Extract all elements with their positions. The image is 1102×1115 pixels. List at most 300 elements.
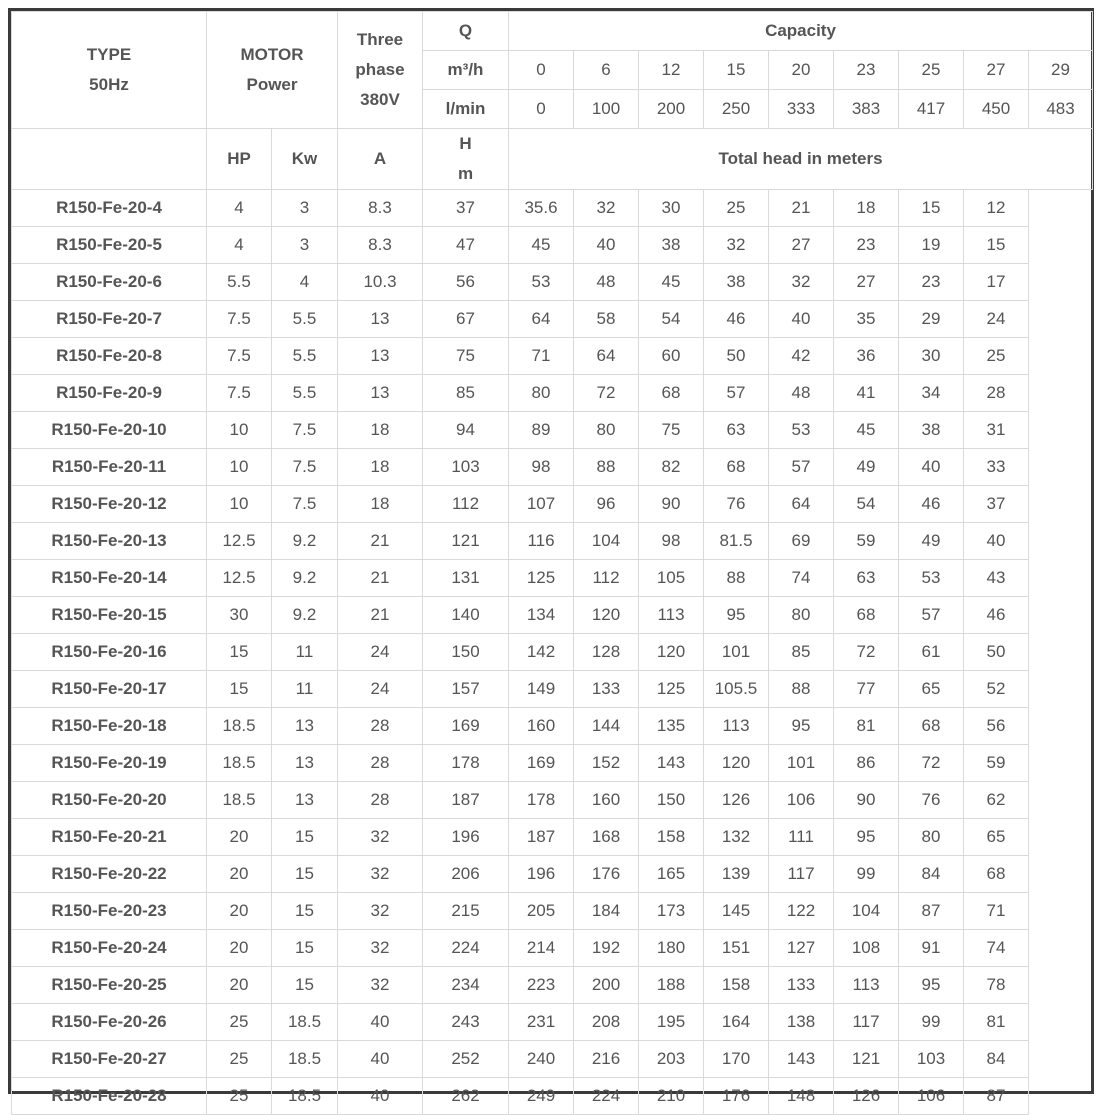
head-value-cell: 88 (769, 671, 834, 708)
kw-cell: 7.5 (272, 412, 338, 449)
head-value-cell: 152 (574, 745, 639, 782)
head-value-cell: 173 (639, 893, 704, 930)
hp-cell: 18.5 (207, 708, 272, 745)
head-value-cell: 96 (574, 486, 639, 523)
head-value-cell: 143 (639, 745, 704, 782)
kw-cell: 5.5 (272, 338, 338, 375)
head-value-cell: 120 (574, 597, 639, 634)
hp-cell: 10 (207, 412, 272, 449)
head-value-cell: 105 (639, 560, 704, 597)
capacity-m3h-cell: 20 (769, 51, 834, 90)
amp-cell: 18 (338, 412, 423, 449)
head-value-cell: 196 (423, 819, 509, 856)
hp-cell: 20 (207, 819, 272, 856)
head-value-cell: 116 (509, 523, 574, 560)
head-value-cell: 95 (704, 597, 769, 634)
kw-cell: 18.5 (272, 1004, 338, 1041)
head-value-cell: 176 (574, 856, 639, 893)
model-cell: R150-Fe-20-17 (12, 671, 207, 708)
total-head-header: Total head in meters (509, 129, 1093, 190)
head-value-cell: 87 (899, 893, 964, 930)
amp-cell: 21 (338, 523, 423, 560)
head-value-cell: 133 (574, 671, 639, 708)
head-value-cell: 120 (704, 745, 769, 782)
amp-cell: 24 (338, 671, 423, 708)
kw-cell: 13 (272, 708, 338, 745)
head-value-cell: 86 (834, 745, 899, 782)
head-value-cell: 50 (704, 338, 769, 375)
spec-table-frame (8, 8, 1094, 1105)
table-row (12, 745, 1093, 782)
head-value-cell: 59 (834, 523, 899, 560)
table-row (12, 523, 1093, 560)
head-value-cell: 64 (509, 301, 574, 338)
model-cell: R150-Fe-20-12 (12, 486, 207, 523)
head-value-cell: 49 (899, 523, 964, 560)
amp-cell: 32 (338, 967, 423, 1004)
head-value-cell: 206 (423, 856, 509, 893)
table-row (12, 227, 1093, 264)
table-row (12, 375, 1093, 412)
head-value-cell: 240 (509, 1041, 574, 1078)
amp-cell: 24 (338, 634, 423, 671)
head-value-cell: 69 (769, 523, 834, 560)
head-value-cell: 90 (639, 486, 704, 523)
capacity-m3h-cell: 15 (704, 51, 769, 90)
amp-cell: 28 (338, 708, 423, 745)
model-cell: R150-Fe-20-19 (12, 745, 207, 782)
table-header (12, 12, 1093, 190)
hp-cell: 10 (207, 486, 272, 523)
head-value-cell: 68 (964, 856, 1029, 893)
hp-cell: 15 (207, 671, 272, 708)
capacity-lmin-cell: 450 (964, 90, 1029, 129)
head-value-cell: 68 (899, 708, 964, 745)
kw-cell: 5.5 (272, 375, 338, 412)
head-value-cell: 176 (704, 1078, 769, 1115)
head-value-cell: 223 (509, 967, 574, 1004)
head-value-cell: 34 (899, 375, 964, 412)
head-value-cell: 37 (423, 190, 509, 227)
model-cell: R150-Fe-20-20 (12, 782, 207, 819)
head-value-cell: 98 (639, 523, 704, 560)
head-value-cell: 196 (509, 856, 574, 893)
table-row (12, 597, 1093, 634)
head-value-cell: 72 (899, 745, 964, 782)
capacity-m3h-cell: 6 (574, 51, 639, 90)
voltage-label: 380V (360, 90, 400, 109)
capacity-lmin-cell: 200 (639, 90, 704, 129)
head-value-cell: 40 (769, 301, 834, 338)
head-value-cell: 126 (704, 782, 769, 819)
hp-cell: 7.5 (207, 301, 272, 338)
head-value-cell: 56 (423, 264, 509, 301)
table-row (12, 412, 1093, 449)
amp-cell: 13 (338, 338, 423, 375)
capacity-lmin-cell: 383 (834, 90, 899, 129)
amp-cell: 18 (338, 486, 423, 523)
head-value-cell: 65 (964, 819, 1029, 856)
head-value-cell: 151 (704, 930, 769, 967)
hp-cell: 4 (207, 227, 272, 264)
head-value-cell: 78 (964, 967, 1029, 1004)
head-value-cell: 32 (574, 190, 639, 227)
model-cell: R150-Fe-20-21 (12, 819, 207, 856)
head-value-cell: 61 (899, 634, 964, 671)
head-value-cell: 169 (509, 745, 574, 782)
head-value-cell: 43 (964, 560, 1029, 597)
head-value-cell: 90 (834, 782, 899, 819)
head-value-cell: 170 (704, 1041, 769, 1078)
head-value-cell: 203 (639, 1041, 704, 1078)
table-row (12, 1004, 1093, 1041)
head-value-cell: 95 (769, 708, 834, 745)
model-cell: R150-Fe-20-25 (12, 967, 207, 1004)
head-value-cell: 56 (964, 708, 1029, 745)
head-value-cell: 165 (639, 856, 704, 893)
head-value-cell: 85 (423, 375, 509, 412)
head-value-cell: 160 (509, 708, 574, 745)
table-row (12, 301, 1093, 338)
head-symbol: H (459, 134, 472, 153)
model-cell: R150-Fe-20-9 (12, 375, 207, 412)
model-cell: R150-Fe-20-14 (12, 560, 207, 597)
capacity-lmin-cell: 333 (769, 90, 834, 129)
amp-cell: 40 (338, 1078, 423, 1115)
head-value-cell: 134 (509, 597, 574, 634)
hp-cell: 18.5 (207, 745, 272, 782)
table-row (12, 819, 1093, 856)
head-value-cell: 30 (639, 190, 704, 227)
kw-cell: 9.2 (272, 597, 338, 634)
amp-cell: 13 (338, 301, 423, 338)
head-value-cell: 30 (899, 338, 964, 375)
head-value-cell: 95 (834, 819, 899, 856)
head-value-cell: 37 (964, 486, 1029, 523)
hp-cell: 10 (207, 449, 272, 486)
kw-cell: 11 (272, 634, 338, 671)
head-value-cell: 80 (509, 375, 574, 412)
head-value-cell: 135 (639, 708, 704, 745)
model-cell: R150-Fe-20-23 (12, 893, 207, 930)
head-value-cell: 12 (964, 190, 1029, 227)
head-value-cell: 113 (704, 708, 769, 745)
head-value-cell: 117 (769, 856, 834, 893)
head-unit-cell (423, 129, 509, 190)
head-value-cell: 72 (834, 634, 899, 671)
m3h-unit-label: m³/h (423, 51, 509, 90)
hp-cell: 5.5 (207, 264, 272, 301)
head-value-cell: 99 (834, 856, 899, 893)
pump-performance-table (11, 11, 1093, 1115)
head-value-cell: 24 (964, 301, 1029, 338)
motor-power-header (207, 12, 338, 129)
head-value-cell: 98 (509, 449, 574, 486)
head-value-cell: 77 (834, 671, 899, 708)
hp-cell: 7.5 (207, 338, 272, 375)
head-value-cell: 80 (899, 819, 964, 856)
kw-cell: 15 (272, 819, 338, 856)
kw-header: Kw (272, 129, 338, 190)
kw-cell: 13 (272, 745, 338, 782)
head-value-cell: 210 (639, 1078, 704, 1115)
head-value-cell: 72 (574, 375, 639, 412)
head-value-cell: 214 (509, 930, 574, 967)
head-value-cell: 84 (964, 1041, 1029, 1078)
head-value-cell: 103 (423, 449, 509, 486)
table-row (12, 708, 1093, 745)
head-value-cell: 81.5 (704, 523, 769, 560)
three-phase-header (338, 12, 423, 129)
head-value-cell: 50 (964, 634, 1029, 671)
head-value-cell: 25 (964, 338, 1029, 375)
kw-cell: 5.5 (272, 301, 338, 338)
head-value-cell: 117 (834, 1004, 899, 1041)
head-value-cell: 126 (834, 1078, 899, 1115)
head-value-cell: 262 (423, 1078, 509, 1115)
model-cell: R150-Fe-20-4 (12, 190, 207, 227)
table-row (12, 1078, 1093, 1115)
head-value-cell: 84 (899, 856, 964, 893)
model-cell: R150-Fe-20-16 (12, 634, 207, 671)
head-value-cell: 60 (639, 338, 704, 375)
hp-cell: 25 (207, 1041, 272, 1078)
capacity-m3h-cell: 29 (1029, 51, 1093, 90)
head-value-cell: 252 (423, 1041, 509, 1078)
meter-unit: m (457, 164, 474, 183)
head-value-cell: 133 (769, 967, 834, 1004)
head-value-cell: 36 (834, 338, 899, 375)
capacity-lmin-cell: 250 (704, 90, 769, 129)
head-value-cell: 74 (964, 930, 1029, 967)
head-value-cell: 85 (769, 634, 834, 671)
head-value-cell: 231 (509, 1004, 574, 1041)
head-value-cell: 46 (704, 301, 769, 338)
head-value-cell: 127 (769, 930, 834, 967)
head-value-cell: 121 (834, 1041, 899, 1078)
head-value-cell: 25 (704, 190, 769, 227)
head-value-cell: 52 (964, 671, 1029, 708)
amp-cell: 32 (338, 930, 423, 967)
head-value-cell: 88 (574, 449, 639, 486)
model-cell: R150-Fe-20-6 (12, 264, 207, 301)
model-cell: R150-Fe-20-7 (12, 301, 207, 338)
head-value-cell: 208 (574, 1004, 639, 1041)
type-header-blank (12, 129, 207, 190)
capacity-m3h-cell: 12 (639, 51, 704, 90)
head-value-cell: 65 (899, 671, 964, 708)
capacity-m3h-cell: 0 (509, 51, 574, 90)
head-value-cell: 82 (639, 449, 704, 486)
head-value-cell: 87 (964, 1078, 1029, 1115)
hp-cell: 20 (207, 930, 272, 967)
head-value-cell: 57 (769, 449, 834, 486)
head-value-cell: 28 (964, 375, 1029, 412)
capacity-lmin-cell: 483 (1029, 90, 1093, 129)
amp-cell: 32 (338, 819, 423, 856)
head-value-cell: 45 (639, 264, 704, 301)
head-value-cell: 40 (899, 449, 964, 486)
head-value-cell: 38 (899, 412, 964, 449)
kw-cell: 15 (272, 893, 338, 930)
head-value-cell: 42 (769, 338, 834, 375)
model-cell: R150-Fe-20-13 (12, 523, 207, 560)
head-value-cell: 168 (574, 819, 639, 856)
hp-cell: 15 (207, 634, 272, 671)
head-value-cell: 192 (574, 930, 639, 967)
three-label: Three (356, 30, 404, 49)
head-value-cell: 46 (964, 597, 1029, 634)
head-value-cell: 80 (574, 412, 639, 449)
head-value-cell: 158 (639, 819, 704, 856)
head-value-cell: 160 (574, 782, 639, 819)
head-value-cell: 144 (574, 708, 639, 745)
table-row (12, 486, 1093, 523)
table-row (12, 190, 1093, 227)
head-value-cell: 71 (964, 893, 1029, 930)
head-value-cell: 178 (509, 782, 574, 819)
head-value-cell: 21 (769, 190, 834, 227)
model-cell: R150-Fe-20-15 (12, 597, 207, 634)
head-value-cell: 91 (899, 930, 964, 967)
head-value-cell: 187 (509, 819, 574, 856)
head-value-cell: 40 (574, 227, 639, 264)
head-value-cell: 15 (964, 227, 1029, 264)
head-value-cell: 113 (834, 967, 899, 1004)
head-value-cell: 23 (834, 227, 899, 264)
hp-cell: 30 (207, 597, 272, 634)
head-value-cell: 106 (899, 1078, 964, 1115)
head-value-cell: 125 (509, 560, 574, 597)
kw-cell: 18.5 (272, 1041, 338, 1078)
head-value-cell: 164 (704, 1004, 769, 1041)
head-value-cell: 62 (964, 782, 1029, 819)
kw-cell: 13 (272, 782, 338, 819)
head-value-cell: 29 (899, 301, 964, 338)
head-value-cell: 38 (639, 227, 704, 264)
hp-cell: 4 (207, 190, 272, 227)
head-value-cell: 18 (834, 190, 899, 227)
head-value-cell: 74 (769, 560, 834, 597)
table-row (12, 782, 1093, 819)
table-row (12, 856, 1093, 893)
motor-label: MOTOR (240, 45, 304, 64)
head-value-cell: 125 (639, 671, 704, 708)
amp-cell: 28 (338, 782, 423, 819)
kw-cell: 15 (272, 930, 338, 967)
head-value-cell: 157 (423, 671, 509, 708)
head-value-cell: 169 (423, 708, 509, 745)
capacity-m3h-cell: 23 (834, 51, 899, 90)
head-value-cell: 158 (704, 967, 769, 1004)
table-row (12, 634, 1093, 671)
head-value-cell: 131 (423, 560, 509, 597)
model-cell: R150-Fe-20-11 (12, 449, 207, 486)
model-cell: R150-Fe-20-28 (12, 1078, 207, 1115)
head-value-cell: 75 (639, 412, 704, 449)
head-value-cell: 111 (769, 819, 834, 856)
capacity-header: Capacity (509, 12, 1093, 51)
kw-cell: 15 (272, 856, 338, 893)
head-value-cell: 101 (704, 634, 769, 671)
head-value-cell: 195 (639, 1004, 704, 1041)
head-value-cell: 132 (704, 819, 769, 856)
head-value-cell: 150 (423, 634, 509, 671)
capacity-m3h-cell: 25 (899, 51, 964, 90)
head-value-cell: 41 (834, 375, 899, 412)
head-value-cell: 64 (574, 338, 639, 375)
amp-cell: 8.3 (338, 190, 423, 227)
head-value-cell: 234 (423, 967, 509, 1004)
amp-cell: 8.3 (338, 227, 423, 264)
head-value-cell: 35 (834, 301, 899, 338)
head-value-cell: 142 (509, 634, 574, 671)
amp-cell: 28 (338, 745, 423, 782)
head-value-cell: 95 (899, 967, 964, 1004)
head-value-cell: 249 (509, 1078, 574, 1115)
head-value-cell: 49 (834, 449, 899, 486)
head-value-cell: 200 (574, 967, 639, 1004)
amp-cell: 40 (338, 1041, 423, 1078)
kw-cell: 9.2 (272, 523, 338, 560)
head-value-cell: 215 (423, 893, 509, 930)
head-value-cell: 243 (423, 1004, 509, 1041)
head-value-cell: 112 (574, 560, 639, 597)
table-row (12, 671, 1093, 708)
kw-cell: 4 (272, 264, 338, 301)
head-value-cell: 205 (509, 893, 574, 930)
power-label: Power (246, 75, 298, 94)
table-body (12, 190, 1093, 1115)
hp-cell: 25 (207, 1004, 272, 1041)
head-value-cell: 139 (704, 856, 769, 893)
head-value-cell: 76 (704, 486, 769, 523)
head-value-cell: 57 (704, 375, 769, 412)
head-value-cell: 145 (704, 893, 769, 930)
table-row (12, 560, 1093, 597)
head-value-cell: 76 (899, 782, 964, 819)
hp-cell: 12.5 (207, 560, 272, 597)
head-value-cell: 32 (769, 264, 834, 301)
table-row (12, 264, 1093, 301)
head-value-cell: 53 (769, 412, 834, 449)
q-header: Q (423, 12, 509, 51)
kw-cell: 9.2 (272, 560, 338, 597)
head-value-cell: 27 (834, 264, 899, 301)
head-value-cell: 80 (769, 597, 834, 634)
head-value-cell: 35.6 (509, 190, 574, 227)
head-value-cell: 224 (574, 1078, 639, 1115)
amp-cell: 32 (338, 893, 423, 930)
head-value-cell: 53 (509, 264, 574, 301)
hp-header: HP (207, 129, 272, 190)
head-value-cell: 58 (574, 301, 639, 338)
head-value-cell: 99 (899, 1004, 964, 1041)
head-value-cell: 32 (704, 227, 769, 264)
hp-cell: 18.5 (207, 782, 272, 819)
hp-cell: 20 (207, 967, 272, 1004)
head-value-cell: 67 (423, 301, 509, 338)
head-value-cell: 107 (509, 486, 574, 523)
hp-cell: 12.5 (207, 523, 272, 560)
head-value-cell: 104 (574, 523, 639, 560)
head-value-cell: 128 (574, 634, 639, 671)
head-value-cell: 81 (834, 708, 899, 745)
head-value-cell: 188 (639, 967, 704, 1004)
head-value-cell: 48 (574, 264, 639, 301)
head-value-cell: 148 (769, 1078, 834, 1115)
model-cell: R150-Fe-20-8 (12, 338, 207, 375)
